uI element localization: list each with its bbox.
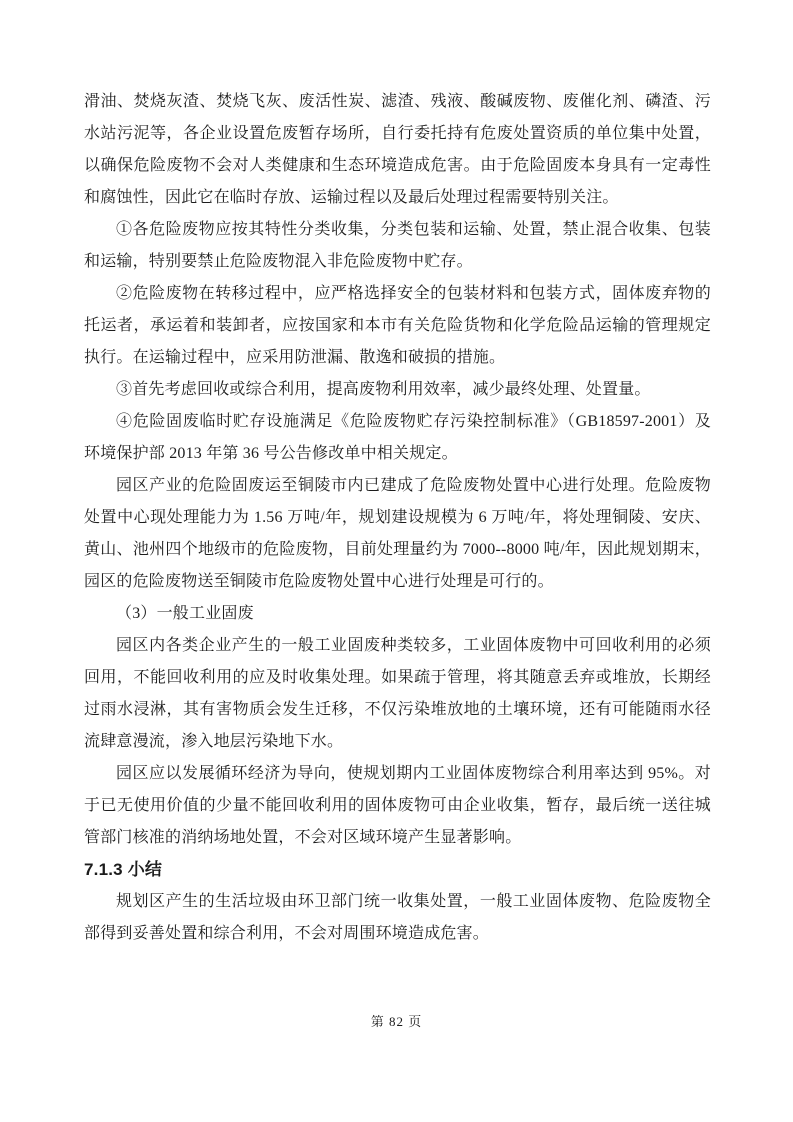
subheading-general-industrial-solid-waste: （3）一般工业固废: [116, 605, 254, 622]
paragraph-summary: 规划区产生的生活垃圾由环卫部门统一收集处置，一般工业固体废物、危险废物全部得到妥善处置和综合利用，不会对周围环境造成危害。: [84, 893, 711, 942]
paragraph-circular-economy: 园区应以发展循环经济为导向，使规划期内工业固体废物综合利用率达到 95%。对于已无使用价值的少量不能回收利用的固体废物可由企业收集，暂存，最后统一送往城管部门核准的消纳场地处置，不会对区域环境产生显著影响。: [84, 765, 711, 846]
paragraph-general-waste-management: 园区内各类企业产生的一般工业固废种类较多，工业固体废物中可回收利用的必须回用，不能回收利用的应及时收集处理。如果疏于管理，将其随意丢弃或堆放，长期经过雨水浸淋，其有害物质会发生迁移，不仅污染堆放地的土壤环境，还有可能随雨水径流肆意漫流，渗入地层污染地下水。: [84, 637, 711, 750]
paragraph-disposal-center: 园区产业的危险固废运至铜陵市内已建成了危险废物处置中心进行处理。危险废物处置中心现处理能力为 1.56 万吨/年，规划建设规模为 6 万吨/年，将处理铜陵、安庆、黄山、池州四个地级市的危险废物，目前处理量约为 7000--8000 吨/年，因此规划期末，园区的危险废物送至铜陵市危险废物处置中心进行处理是可行的。: [84, 477, 711, 590]
paragraph-hazardous-waste-continuation: 滑油、焚烧灰渣、焚烧飞灰、废活性炭、滤渣、残液、酸碱废物、废催化剂、磷渣、污水站污泥等，各企业设置危废暂存场所，自行委托持有危废处置资质的单位集中处置，以确保危险废物不会对人类健康和生态环境造成危害。由于危险固废本身具有一定毒性和腐蚀性，因此它在临时存放、运输过程以及最后处理过程需要特别关注。: [84, 93, 711, 206]
paragraph-measure-4: ④危险固废临时贮存设施满足《危险废物贮存污染控制标准》（GB18597-2001）及环境保护部 2013 年第 36 号公告修改单中相关规定。: [84, 413, 711, 462]
document-body: [84, 86, 711, 950]
paragraph-measure-3: ③首先考虑回收或综合利用，提高废物利用效率，减少最终处理、处置量。: [116, 381, 651, 398]
paragraph-measure-2: ②危险废物在转移过程中，应严格选择安全的包装材料和包装方式，固体废弃物的托运者，承运着和装卸者，应按国家和本市有关危险货物和化学危险品运输的管理规定执行。在运输过程中，应采用防泄漏、散逸和破损的措施。: [84, 285, 711, 366]
section-heading-7-1-3: 7.1.3 小结: [84, 860, 163, 879]
paragraph-measure-1: ①各危险废物应按其特性分类收集，分类包装和运输、处置，禁止混合收集、包装和运输，特别要禁止危险废物混入非危险废物中贮存。: [84, 221, 711, 270]
page-number-footer: 第 82 页: [370, 1014, 423, 1029]
